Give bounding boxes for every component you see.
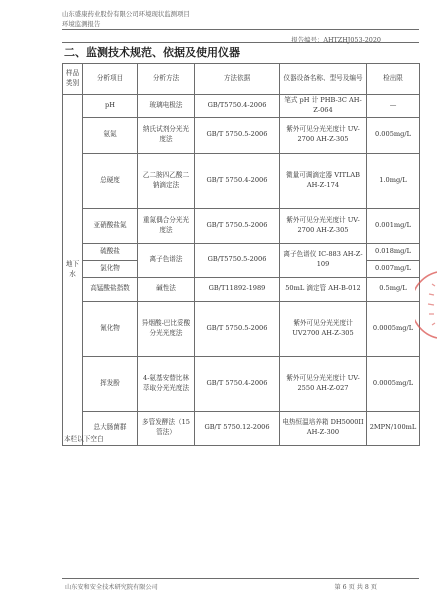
header-company: 山东盛康药业股份有限公司环境现状监测项目	[62, 10, 190, 18]
blank-below-note: 本栏以下空白	[64, 435, 104, 443]
footer-page-number: 第 6 页 共 8 页	[334, 584, 377, 591]
table-header-row	[63, 64, 420, 95]
analysis-item-cell: 亚硝酸盐氮	[83, 208, 138, 243]
method-basis-cell: GB/T 5750.4-2006	[195, 153, 280, 208]
header-rule-top	[62, 29, 419, 30]
table-row	[63, 95, 420, 118]
footer-rule	[62, 578, 419, 579]
analysis-item-cell: 硫酸盐	[83, 243, 138, 260]
instrument-cell: 紫外可见分光光度计 UV-2700 AH-Z-305	[280, 117, 367, 153]
detection-limit-cell: 0.001mg/L	[367, 208, 420, 243]
table-row	[63, 208, 420, 243]
analysis-item-cell: 氨氮	[83, 117, 138, 153]
method-basis-cell: GB/T 5750.5-2006	[195, 117, 280, 153]
analysis-item-cell: 高锰酸盐指数	[83, 277, 138, 301]
method-table	[62, 63, 420, 446]
method-basis-cell: GB/T 5750.5-2006	[195, 301, 280, 356]
header-report-number: 报告编号：AHTZHJ053-2020	[291, 36, 381, 44]
detection-limit-cell: 1.0mg/L	[367, 153, 420, 208]
detection-limit-cell: 2MPN/100mL	[367, 411, 420, 445]
method-basis-cell: GB/T 5750.5-2006	[195, 208, 280, 243]
table-row	[63, 356, 420, 411]
method-basis-cell: GB/T 5750.12-2006	[195, 411, 280, 445]
header-cell-instrument: 仪器设备名称、型号及编号	[280, 64, 367, 95]
section-title: 二、监测技术规范、依据及使用仪器	[64, 46, 240, 59]
analysis-method-cell: 重氮偶合分光光度法	[138, 208, 195, 243]
analysis-method-cell: 多管发酵法（15管法）	[138, 411, 195, 445]
instrument-cell: 紫外可见分光光度计 UV-2700 AH-Z-305	[280, 208, 367, 243]
instrument-cell: 笔式 pH 计 PHB-3C AH-Z-064	[280, 95, 367, 118]
table-row	[63, 301, 420, 356]
detection-limit-cell: 0.5mg/L	[367, 277, 420, 301]
analysis-item-cell: 挥发酚	[83, 356, 138, 411]
header-report-type: 环境监测报告	[62, 20, 101, 28]
method-basis-cell: GB/T5750.5-2006	[195, 243, 280, 277]
header-cell-sample-type: 样品类别	[63, 64, 83, 95]
analysis-method-cell: 乙二胺四乙酸二钠滴定法	[138, 153, 195, 208]
header-cell-analysis-method: 分析方法	[138, 64, 195, 95]
analysis-method-cell: 碱性法	[138, 277, 195, 301]
detection-limit-cell: 0.005mg/L	[367, 117, 420, 153]
header-cell-method-basis: 方法依据	[195, 64, 280, 95]
analysis-item-cell: 氰化物	[83, 301, 138, 356]
instrument-cell: 紫外可见分光光度计 UV-2550 AH-Z-027	[280, 356, 367, 411]
sample-category-cell: 地下水	[63, 95, 83, 446]
header-cell-detection-limit: 检出限	[367, 64, 420, 95]
analysis-item-cell: 总大肠菌群	[83, 411, 138, 445]
detection-limit-cell: 0.0005mg/L	[367, 356, 420, 411]
detection-limit-cell: 0.0005mg/L	[367, 301, 420, 356]
table-row	[63, 277, 420, 301]
table-row	[63, 153, 420, 208]
instrument-cell: 电热恒温培养箱 DH5000II AH-Z-300	[280, 411, 367, 445]
instrument-cell: 紫外可见分光光度计 UV2700 AH-Z-305	[280, 301, 367, 356]
header-cell-analysis-item: 分析项目	[83, 64, 138, 95]
method-basis-cell: GB/T5750.4-2006	[195, 95, 280, 118]
analysis-item-cell: 总硬度	[83, 153, 138, 208]
analysis-method-cell: 纳氏试剂分光光度法	[138, 117, 195, 153]
footer-organization: 山东安和安全技术研究院有限公司	[65, 584, 158, 591]
instrument-cell: 微量可调滴定器 VITLAB AH-Z-174	[280, 153, 367, 208]
partial-red-seal-icon	[415, 270, 437, 344]
table-row	[63, 117, 420, 153]
analysis-item-cell: pH	[83, 95, 138, 118]
analysis-method-cell: 玻璃电极法	[138, 95, 195, 118]
instrument-cell: 50mL 滴定管 AH-B-012	[280, 277, 367, 301]
header-rule-bottom	[62, 42, 419, 43]
analysis-method-cell: 离子色谱法	[138, 243, 195, 277]
table-row	[63, 243, 420, 260]
analysis-method-cell: 4-氨基安替比林萃取分光光度法	[138, 356, 195, 411]
analysis-item-cell: 氯化物	[83, 260, 138, 277]
method-basis-cell: GB/T 5750.4-2006	[195, 356, 280, 411]
table-row	[63, 411, 420, 445]
detection-limit-cell: 0.018mg/L	[367, 243, 420, 260]
detection-limit-cell: —	[367, 95, 420, 118]
analysis-method-cell: 异烟酸-巴比妥酸分光光度法	[138, 301, 195, 356]
instrument-cell: 离子色谱仪 IC-883 AH-Z-109	[280, 243, 367, 277]
method-basis-cell: GB/T11892-1989	[195, 277, 280, 301]
detection-limit-cell: 0.007mg/L	[367, 260, 420, 277]
